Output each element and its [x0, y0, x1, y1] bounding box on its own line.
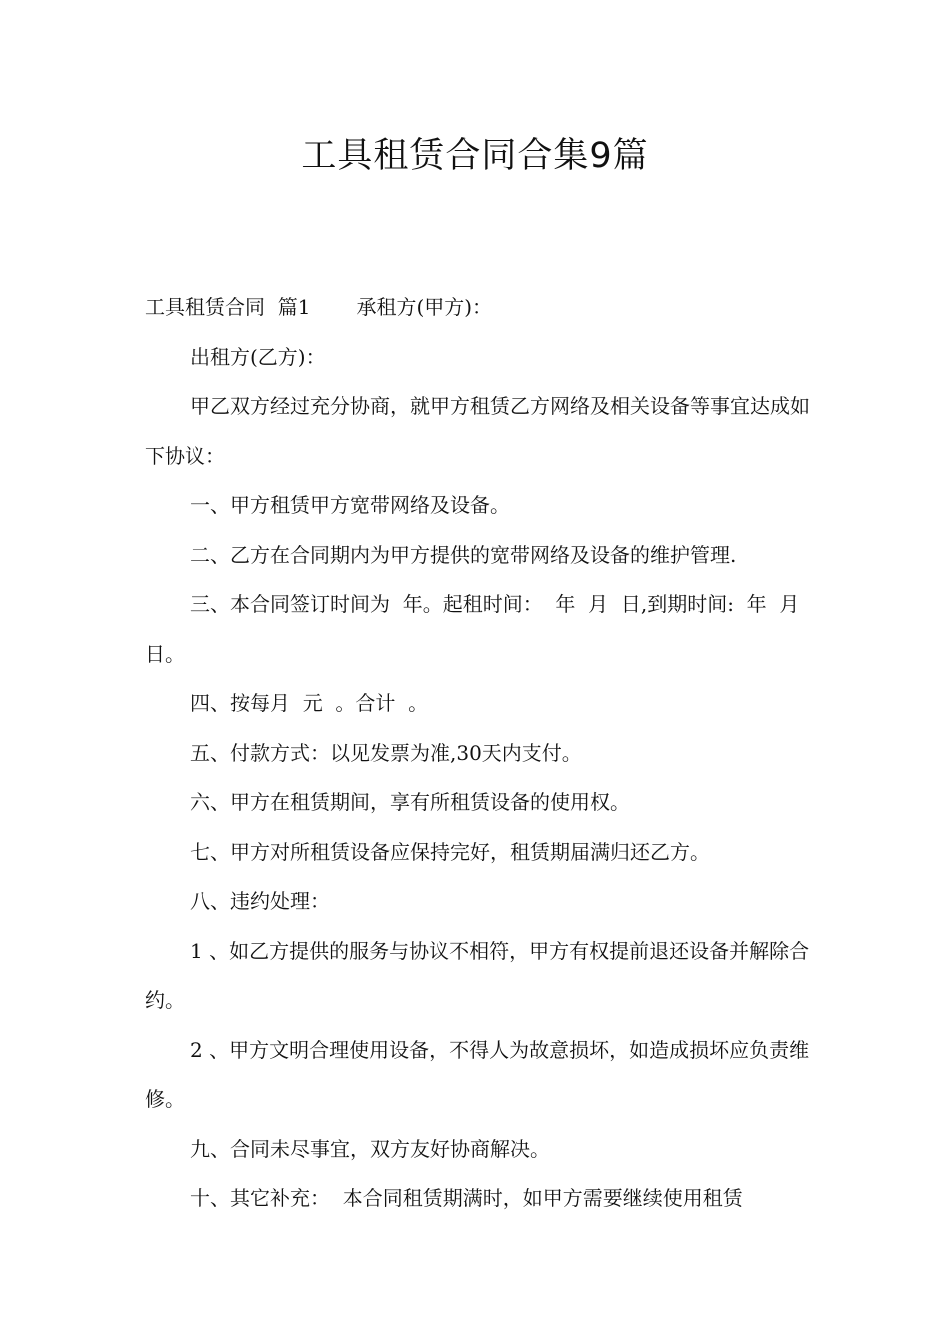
paragraph-lessor: 出租方(乙方)：	[190, 344, 326, 369]
clause-2: 二、乙方在合同期内为甲方提供的宽带网络及设备的维护管理.	[190, 542, 737, 567]
clause-5: 五、付款方式：以见发票为准,30天内支付。	[190, 740, 582, 765]
contract-section-label: 工具租赁合同 篇1	[145, 295, 311, 319]
clause-4: 四、按每月 元 。合计 。	[190, 691, 429, 715]
clause-1: 一、甲方租赁甲方宽带网络及设备。	[190, 493, 510, 517]
clause-8: 八、违约处理：	[190, 889, 330, 913]
contract-header-line	[145, 283, 810, 333]
clause-7: 七、甲方对所租赁设备应保持完好，租赁期届满归还乙方。	[190, 839, 710, 864]
paragraph-intro: 甲乙双方经过充分协商，就甲方租赁乙方网络及相关设备等事宜达成如下协议：	[145, 394, 810, 468]
document-title: 工具租赁合同合集9篇	[301, 136, 649, 176]
clause-8-item-2: 2 、甲方文明合理使用设备，不得人为故意损坏，如造成损坏应负责维修。	[145, 1037, 810, 1111]
clause-9: 九、合同未尽事宜，双方友好协商解决。	[190, 1136, 550, 1161]
lessee-label: 承租方(甲方)：	[356, 295, 493, 319]
clause-3: 三、本合同签订时间为 年。起租时间： 年 月 日,到期时间: 年 月 日。	[145, 592, 813, 666]
clause-8-item-1: 1 、如乙方提供的服务与协议不相符，甲方有权提前退还设备并解除合约。	[145, 938, 810, 1012]
document-body	[145, 283, 813, 1224]
clause-10: 十、其它补充： 本合同租赁期满时，如甲方需要继续使用租赁	[190, 1186, 743, 1210]
clause-6: 六、甲方在租赁期间，享有所租赁设备的使用权。	[190, 790, 630, 814]
